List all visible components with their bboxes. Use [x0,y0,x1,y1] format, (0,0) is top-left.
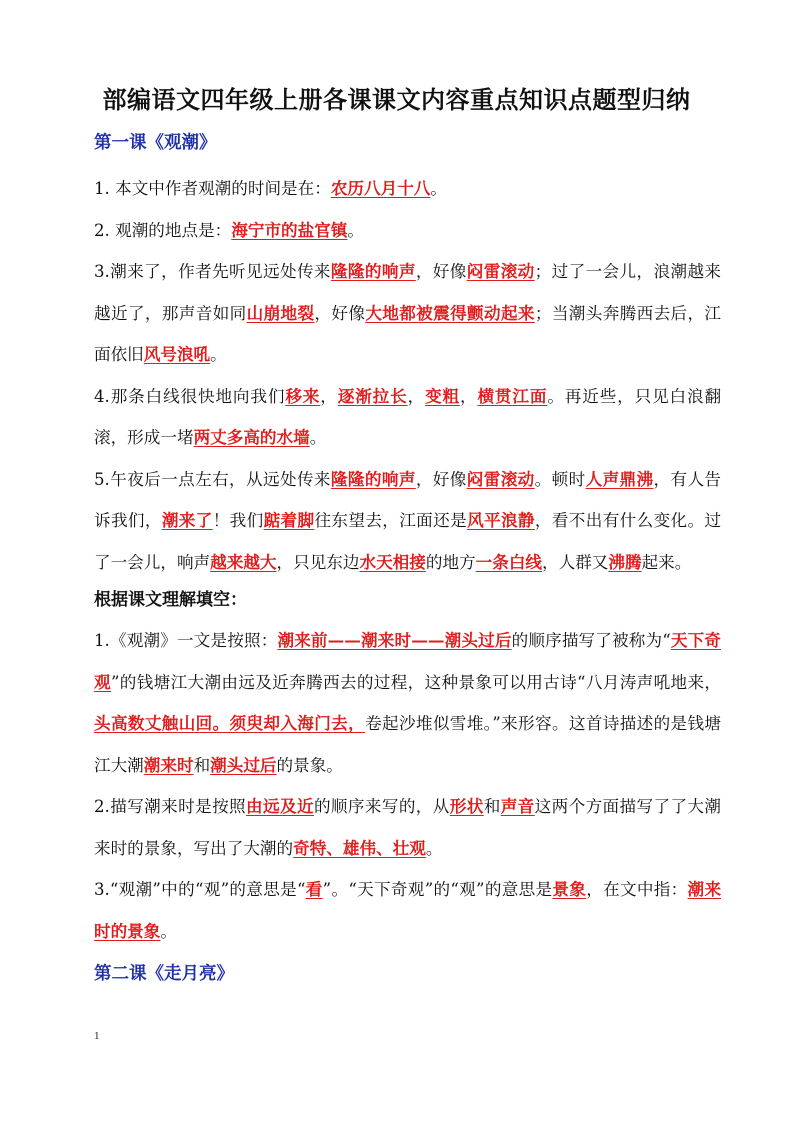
question-text: 的顺序来写的，从 [313,797,450,816]
question-text: ，人群又 [542,552,609,572]
question-text: ”的钱塘江大潮由远及近奔腾西去的过程，这种景象可以用古诗“八月涛声吼地来， [110,672,721,692]
answer: 农历八月十八 [330,178,431,198]
answer: 两丈多高的水墙 [193,427,310,447]
answer: 海宁市的盐官镇 [231,219,348,240]
question-text: 和 [483,797,501,816]
question-text: 起来。 [641,552,692,572]
question-text: 2. 观潮的地点是： [94,220,232,240]
question-text: 。 [425,838,443,858]
answer: 景象 [552,879,587,899]
fill-2 [94,786,721,869]
answer: 闷雷滚动 [466,468,535,489]
answer: 大地都被震得颤动起来 [365,302,535,323]
question-text: 的顺序描写了被称为“ [511,631,671,650]
answer: 潮来时 [143,754,194,775]
question-text: 的景象。 [276,755,343,775]
section-heading: 根据课文理解填空： [94,590,247,610]
answer: 潮来时的景象 [94,879,722,941]
question-text: ；当潮头奔腾西去后，江面依旧 [94,303,722,364]
answer: 风平浪静 [467,510,535,530]
answer: 形状 [449,796,484,816]
question-text: 1.《观潮》一文是按照： [94,631,278,650]
page-number: 1 [94,1030,100,1042]
question-text: 这两个方面描写了了大潮来时的景象，写出了大潮的 [94,797,721,858]
question-5 [94,459,721,584]
question-text: 3.潮来了，作者先听见远处传来 [94,262,331,281]
answer: 水天相接 [359,551,426,572]
question-text: ，好像 [314,303,366,323]
answer: 潮来了 [161,510,213,530]
answer: 由远及近 [246,796,314,816]
answer: 沸腾 [608,551,642,572]
answer: 奇特、雄伟、壮观 [293,837,426,858]
answer: 逐渐拉长 [337,385,408,406]
question-text: ， [320,386,338,406]
answer: 头高数丈触山回。须臾却入海门去， [94,713,366,733]
answer: 闷雷滚动 [466,261,535,281]
question-text: 1. 本文中作者观潮的时间是在： [94,179,331,198]
question-text: ，好像 [415,469,467,489]
lesson-1-heading: 第一课《观潮》 [94,133,217,153]
question-text: 。 [160,921,177,941]
answer: 潮来前——潮来时——潮头过后 [277,630,512,650]
answer: 越来越大 [210,551,277,572]
question-3 [94,251,721,376]
question-text: 。 [309,428,327,447]
question-4 [94,376,721,459]
question-text: 3.“观潮”中的“观”的意思是“ [94,880,306,899]
answer: 隆隆的响声 [330,261,416,281]
question-text: 。 [430,179,447,198]
question-text: ，只见东边 [276,552,360,572]
answer: 踮着脚 [263,510,315,530]
question-text: 往东望去，江面还是 [314,511,468,530]
question-text: 。 [210,345,227,364]
question-text: ， [407,386,426,406]
question-text: ！我们 [212,511,264,530]
lesson-2-heading: 第二课《走月亮》 [94,964,234,984]
question-text: ，有人告诉我们， [94,469,722,530]
answer: 山崩地裂 [246,302,315,323]
question-text: 5.午夜后一点左右，从远处传来 [94,469,331,489]
question-text: 。顿时 [534,469,586,489]
answer: 看 [305,879,323,899]
question-text: ， [460,386,478,406]
answer: 潮头过后 [210,754,277,775]
question-text: 4.那条白线很快地向我们 [94,386,286,406]
question-text: ；过了一会儿，浪潮越来越近了，那声音如同 [94,262,722,323]
question-text: 。 [347,220,365,240]
question-text: ，看不出有什么变化。过了一会儿，响声 [94,511,722,572]
answer: 天下奇观 [94,630,722,692]
question-2 [94,210,721,252]
answer: 人声鼎沸 [585,468,654,489]
question-text: 的地方 [425,552,476,572]
answer: 横贯江面 [477,385,548,406]
question-text: 2.描写潮来时是按照 [94,797,247,816]
question-text: 。再近些，只见白浪翻滚，形成一堵 [94,386,722,447]
fill-1 [94,620,721,786]
answer: 移来 [285,385,321,406]
fill-3 [94,869,721,952]
answer: 变粗 [425,385,460,406]
answer: 隆隆的响声 [330,468,416,489]
question-text: ，好像 [415,262,467,281]
question-text: ，在文中指： [586,880,688,899]
answer: 风号浪吼 [143,344,211,364]
answer: 声音 [500,796,535,816]
question-text: ”。“天下奇观”的“观”的意思是 [322,880,553,899]
page-title: 部编语文四年级上册各课课文内容重点知识点题型归纳 [102,86,691,114]
question-1 [94,168,721,210]
answer: 一条白线 [475,551,543,572]
question-text: 和 [193,755,211,775]
question-text: 卷起沙堆似雪堆。”来形容。这首诗描述的是钱塘江大潮 [94,714,722,775]
